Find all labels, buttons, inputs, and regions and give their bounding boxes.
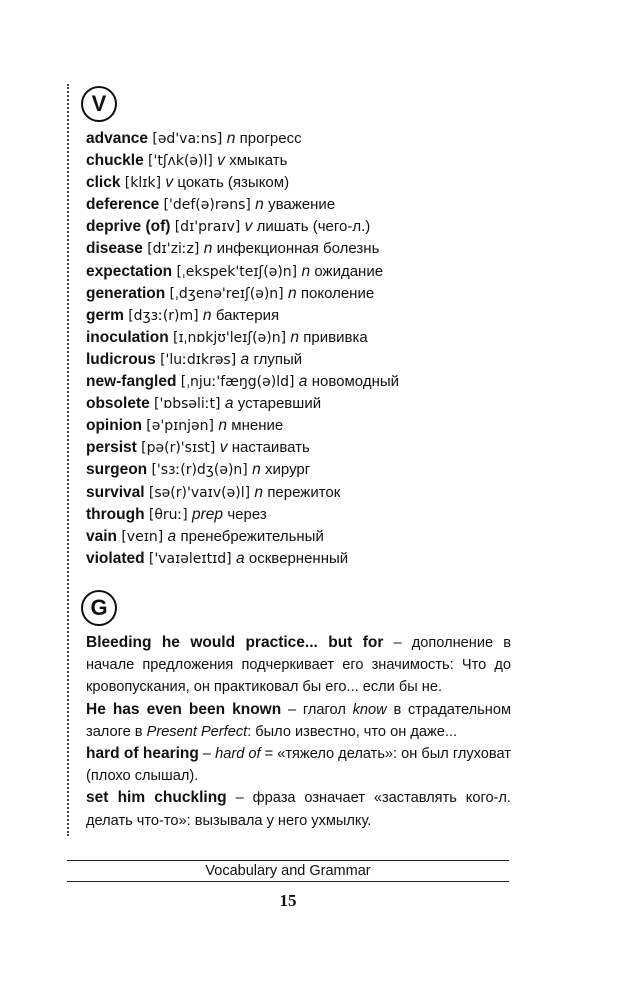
vocab-entry xyxy=(86,393,526,415)
vocab-transcription: [ˌdʒenə'reɪʃ(ə)n] xyxy=(169,285,284,302)
vocab-part-of-speech: n xyxy=(255,196,264,214)
vocab-part-of-speech: a xyxy=(240,350,250,368)
section-letter: G xyxy=(90,595,108,620)
vocab-part-of-speech: n xyxy=(301,262,311,280)
vocab-transcription: [əd'vaːns] xyxy=(152,131,223,147)
vocab-word: generation xyxy=(86,284,166,302)
vocab-transcription: [dɪ'ziːz] xyxy=(147,241,200,258)
vocab-word: germ xyxy=(86,306,124,324)
page-number: 15 xyxy=(279,891,297,910)
vocab-word: deference xyxy=(86,196,160,214)
vocab-entry xyxy=(86,261,526,283)
vocab-translation: уважение xyxy=(268,196,336,214)
vocab-word: opinion xyxy=(86,417,142,435)
vocab-word: expectation xyxy=(86,262,173,280)
vocab-translation: пережиток xyxy=(267,483,341,501)
vocab-translation: инфекционная болезнь xyxy=(216,240,380,258)
vocab-translation: поколение xyxy=(300,284,375,302)
vocab-translation: мнение xyxy=(231,417,284,435)
grammar-explanation: : было известно, что он даже... xyxy=(247,723,458,740)
vocab-transcription: [ɪˌnɒkjʊ'leɪʃ(ə)n] xyxy=(172,329,287,346)
grammar-explanation: = «тяжело делать»: он был глуховат (плохо слышал). xyxy=(86,746,511,785)
grammar-phrase: hard of hearing xyxy=(86,745,199,763)
vocab-transcription: ['def(ə)rəns] xyxy=(163,197,251,214)
vocab-entry xyxy=(86,459,526,481)
vocab-transcription: ['tʃʌk(ə)l] xyxy=(148,153,213,170)
grammar-explanation: в страдательном залоге в xyxy=(86,701,511,740)
vocab-transcription: [sə(r)'vaɪv(ə)l] xyxy=(148,484,251,501)
vocab-translation: новомодный xyxy=(311,373,400,391)
grammar-italic-term: Present Perfect xyxy=(146,723,248,740)
vocab-translation: устаревший xyxy=(237,395,322,413)
vocab-entry xyxy=(86,150,526,172)
grammar-phrase: Bleeding he would practice... but for xyxy=(86,634,384,651)
vocab-word: obsolete xyxy=(86,395,150,413)
vocab-entry xyxy=(86,238,526,260)
vocab-word: advance xyxy=(86,130,149,147)
vocab-entry xyxy=(86,349,526,371)
vocabulary-list xyxy=(86,128,526,570)
grammar-phrase: set him chuckling xyxy=(86,789,227,807)
vocab-transcription: [dɪ'praɪv] xyxy=(174,219,241,236)
section-badge-vocabulary xyxy=(81,86,117,122)
grammar-note xyxy=(86,787,511,831)
vocab-translation: бактерия xyxy=(215,306,280,324)
vocab-entry xyxy=(86,194,526,216)
vocab-translation: пренебрежительный xyxy=(180,527,324,545)
vocab-transcription: [dʒɜː(r)m] xyxy=(128,307,199,324)
vocab-translation: лишать (чего-л.) xyxy=(256,218,371,236)
vocab-transcription: [ˌekspek'teɪʃ(ə)n] xyxy=(176,263,298,280)
vocab-word: persist xyxy=(86,439,137,457)
vocab-word: disease xyxy=(86,240,143,258)
vocab-word: vain xyxy=(86,527,118,545)
grammar-explanation: – фраза означает «заставлять кого-л. делать что-то»: вызывала у него ухмылку. xyxy=(86,790,511,829)
grammar-explanation: – xyxy=(198,746,216,763)
grammar-italic-term: hard of xyxy=(215,746,261,763)
grammar-explanation: – дополнение в начале предложения подчеркивает его значимость: Что до кровопускания, он практиковал бы его... если бы не. xyxy=(86,635,511,696)
vocab-part-of-speech: n xyxy=(287,284,297,302)
vocab-part-of-speech: v xyxy=(217,152,225,170)
vocab-transcription: ['vaɪəleɪtɪd] xyxy=(148,550,232,567)
vocab-part-of-speech: prep xyxy=(192,505,224,523)
vocab-translation: хирург xyxy=(265,461,311,479)
vocab-part-of-speech: n xyxy=(254,483,263,501)
vocab-entry xyxy=(86,283,526,305)
vocab-word: click xyxy=(86,174,121,192)
vocab-part-of-speech: a xyxy=(298,373,308,391)
vocab-part-of-speech: n xyxy=(202,306,212,324)
vocab-entry xyxy=(86,526,526,548)
vocab-part-of-speech: v xyxy=(244,218,253,236)
vocab-entry xyxy=(86,216,526,238)
grammar-note xyxy=(86,699,511,743)
vocab-entry xyxy=(86,548,526,570)
vocab-entry xyxy=(86,327,526,349)
vocab-part-of-speech: n xyxy=(218,417,227,435)
dotted-margin-line xyxy=(67,84,69,836)
vocab-transcription: [veɪn] xyxy=(121,528,164,545)
vocab-word: violated xyxy=(86,549,145,567)
vocab-entry xyxy=(86,415,526,437)
vocab-part-of-speech: a xyxy=(224,395,234,413)
section-badge-grammar xyxy=(81,590,117,626)
vocab-word: inoculation xyxy=(86,328,169,346)
grammar-note xyxy=(86,632,511,699)
vocab-entry xyxy=(86,128,526,150)
grammar-phrase: He has even been known xyxy=(86,700,282,718)
vocab-translation: прививка xyxy=(303,328,368,346)
grammar-notes xyxy=(86,632,511,832)
vocab-translation: через xyxy=(227,505,267,523)
vocab-word: survival xyxy=(86,483,145,501)
vocab-part-of-speech: a xyxy=(235,549,245,567)
vocab-transcription: [ˌnjuː'fæŋg(ə)ld] xyxy=(180,374,295,391)
vocab-part-of-speech: n xyxy=(226,130,236,147)
vocab-translation: глупый xyxy=(253,350,303,368)
footer-rule-bottom xyxy=(67,881,509,882)
vocab-transcription: [ə'pɪnjən] xyxy=(146,418,214,435)
vocab-translation: цокать (языком) xyxy=(177,174,290,192)
vocab-entry xyxy=(86,172,526,194)
vocab-word: new-fangled xyxy=(86,373,177,391)
vocab-transcription: ['luːdɪkrəs] xyxy=(160,351,237,368)
section-letter: V xyxy=(91,91,107,116)
grammar-italic-term: know xyxy=(352,701,387,718)
vocab-entry xyxy=(86,371,526,393)
vocab-part-of-speech: v xyxy=(165,174,174,192)
vocab-word: chuckle xyxy=(86,152,144,170)
vocab-translation: ожидание xyxy=(314,262,384,280)
vocab-transcription: [pə(r)'sɪst] xyxy=(141,440,216,457)
running-footer-title: Vocabulary and Grammar xyxy=(205,863,371,879)
vocab-entry xyxy=(86,504,526,526)
vocab-word: deprive (of) xyxy=(86,218,171,236)
vocab-word: ludicrous xyxy=(86,350,156,368)
vocab-transcription: ['ɒbsəliːt] xyxy=(154,396,221,413)
vocab-part-of-speech: n xyxy=(203,240,213,258)
vocab-translation: хмыкать xyxy=(229,152,288,170)
vocab-transcription: ['sɜː(r)dʒ(ə)n] xyxy=(151,462,248,479)
vocab-translation: настаивать xyxy=(231,439,310,457)
vocab-part-of-speech: n xyxy=(252,461,261,479)
vocab-part-of-speech: a xyxy=(167,527,177,545)
vocab-transcription: [klɪk] xyxy=(124,175,162,192)
vocab-entry xyxy=(86,482,526,504)
vocab-entry xyxy=(86,437,526,459)
vocab-transcription: [θruː] xyxy=(148,506,188,523)
vocab-part-of-speech: v xyxy=(219,439,228,457)
vocab-part-of-speech: n xyxy=(290,328,299,346)
vocab-translation: оскверненный xyxy=(248,549,349,567)
vocab-word: surgeon xyxy=(86,461,148,479)
grammar-explanation: – глагол xyxy=(281,701,353,718)
vocab-word: through xyxy=(86,505,145,523)
grammar-note xyxy=(86,743,511,787)
vocab-entry xyxy=(86,305,526,327)
vocab-translation: прогресс xyxy=(239,130,302,147)
